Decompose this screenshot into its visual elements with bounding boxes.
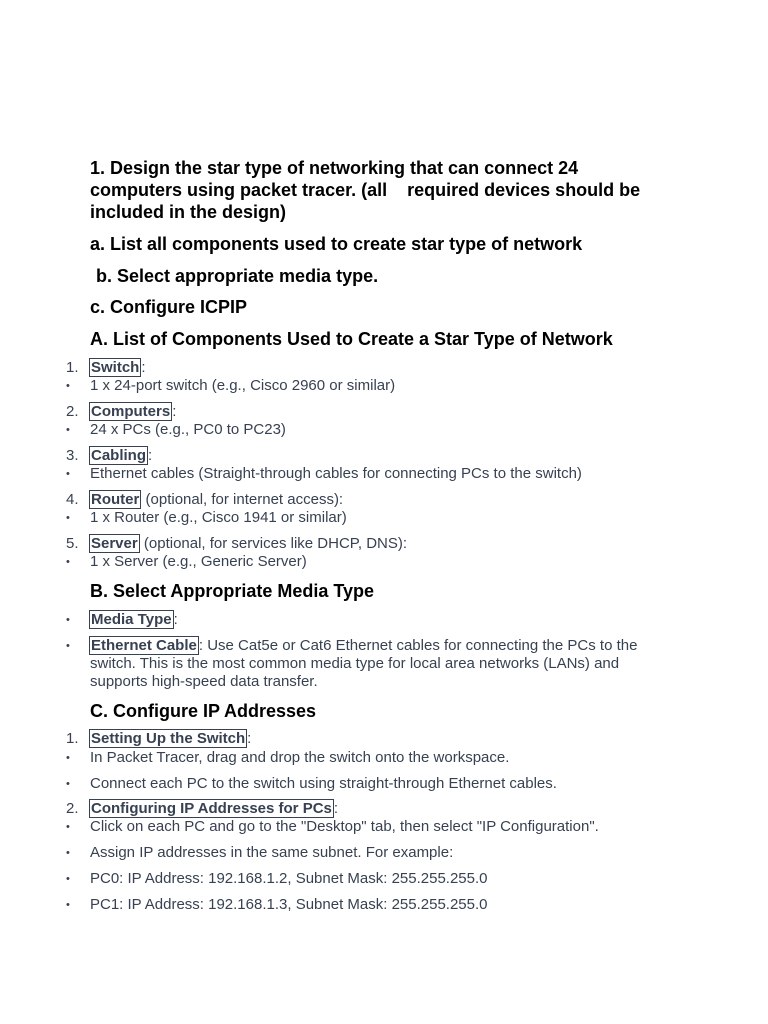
bullet-icon: • — [66, 873, 70, 885]
step-bullet-text: PC0: IP Address: 192.168.1.2, Subnet Mask: 255.255.255.0 — [90, 870, 488, 887]
list-number: 4. — [66, 491, 79, 508]
bullet-icon: • — [66, 899, 70, 911]
media-type-suffix: : — [173, 611, 178, 628]
bullet-icon: • — [66, 778, 70, 790]
component-detail-text: 1 x Router (e.g., Cisco 1941 or similar) — [90, 509, 347, 526]
bullet-icon: • — [66, 424, 70, 436]
component-term: Router — [91, 491, 140, 508]
step-bullet-text: PC1: IP Address: 192.168.1.3, Subnet Mask: 255.255.255.0 — [90, 896, 488, 913]
step-bullet-text: In Packet Tracer, drag and drop the switch onto the workspace. — [90, 749, 510, 766]
question-title — [90, 157, 690, 223]
ethernet-cable-line-2: switch. This is the most common media type for local area networks (LANs) and — [90, 655, 620, 672]
bullet-icon: • — [66, 821, 70, 833]
bullet-icon: • — [66, 380, 70, 392]
component-suffix: (optional, for internet access): — [141, 491, 344, 508]
component-detail-text: 1 x 24-port switch (e.g., Cisco 2960 or similar) — [90, 377, 396, 394]
list-number: 1. — [66, 730, 79, 747]
component-suffix: : — [141, 359, 146, 376]
section-b-heading: B. Select Appropriate Media Type — [90, 581, 375, 601]
component-suffix: (optional, for services like DHCP, DNS): — [139, 535, 408, 552]
component-term: Computers — [91, 403, 171, 420]
component-term: Cabling — [91, 447, 146, 464]
component-suffix: : — [172, 403, 177, 420]
list-number: 3. — [66, 447, 79, 464]
bullet-icon: • — [66, 512, 70, 524]
list-number: 1. — [66, 359, 79, 376]
question-part-c: c. Configure ICPIP — [90, 297, 248, 317]
bullet-icon: • — [66, 847, 70, 859]
component-term: Server — [91, 535, 138, 552]
question-line-3: included in the design) — [90, 202, 287, 222]
ethernet-cable-line-3: supports high-speed data transfer. — [90, 673, 318, 690]
media-type-term: Media Type — [91, 611, 172, 628]
bullet-icon: • — [66, 556, 70, 568]
step-term: Configuring IP Addresses for PCs — [91, 800, 332, 817]
step-bullet-text: Assign IP addresses in the same subnet. For example: — [90, 844, 454, 861]
component-detail-text: 1 x Server (e.g., Generic Server) — [90, 553, 307, 570]
step-suffix: : — [333, 800, 339, 817]
step-suffix: : — [247, 730, 252, 747]
question-part-b: b. Select appropriate media type. — [96, 266, 379, 286]
section-c-heading: C. Configure IP Addresses — [90, 701, 317, 721]
step-term: Setting Up the Switch — [91, 730, 246, 747]
component-suffix: : — [148, 447, 153, 464]
list-number: 2. — [66, 800, 79, 817]
section-a-heading: A. List of Components Used to Create a Star Type of Network — [90, 329, 613, 349]
question-part-a: a. List all components used to create star type of network — [90, 234, 583, 254]
bullet-icon: • — [66, 752, 70, 764]
bullet-icon: • — [66, 614, 70, 626]
component-detail-text: Ethernet cables (Straight-through cables for connecting PCs to the switch) — [90, 465, 582, 482]
step-bullet-text: Click on each PC and go to the "Desktop" tab, then select "IP Configuration". — [90, 818, 599, 835]
list-number: 5. — [66, 535, 79, 552]
ethernet-cable-line-1: : Use Cat5e or Cat6 Ethernet cables for connecting the PCs to the — [198, 637, 638, 654]
ethernet-cable-term: Ethernet Cable — [91, 637, 197, 654]
step-bullet-text: Connect each PC to the switch using straight-through Ethernet cables. — [90, 775, 557, 792]
bullet-icon: • — [66, 468, 70, 480]
component-detail-text: 24 x PCs (e.g., PC0 to PC23) — [90, 421, 286, 438]
question-line-1: 1. Design the star type of networking that can connect 24 — [90, 158, 579, 178]
component-term: Switch — [91, 359, 140, 376]
bullet-icon: • — [66, 640, 70, 652]
question-line-2: computers using packet tracer. (all required devices should be — [90, 180, 641, 200]
list-number: 2. — [66, 403, 79, 420]
